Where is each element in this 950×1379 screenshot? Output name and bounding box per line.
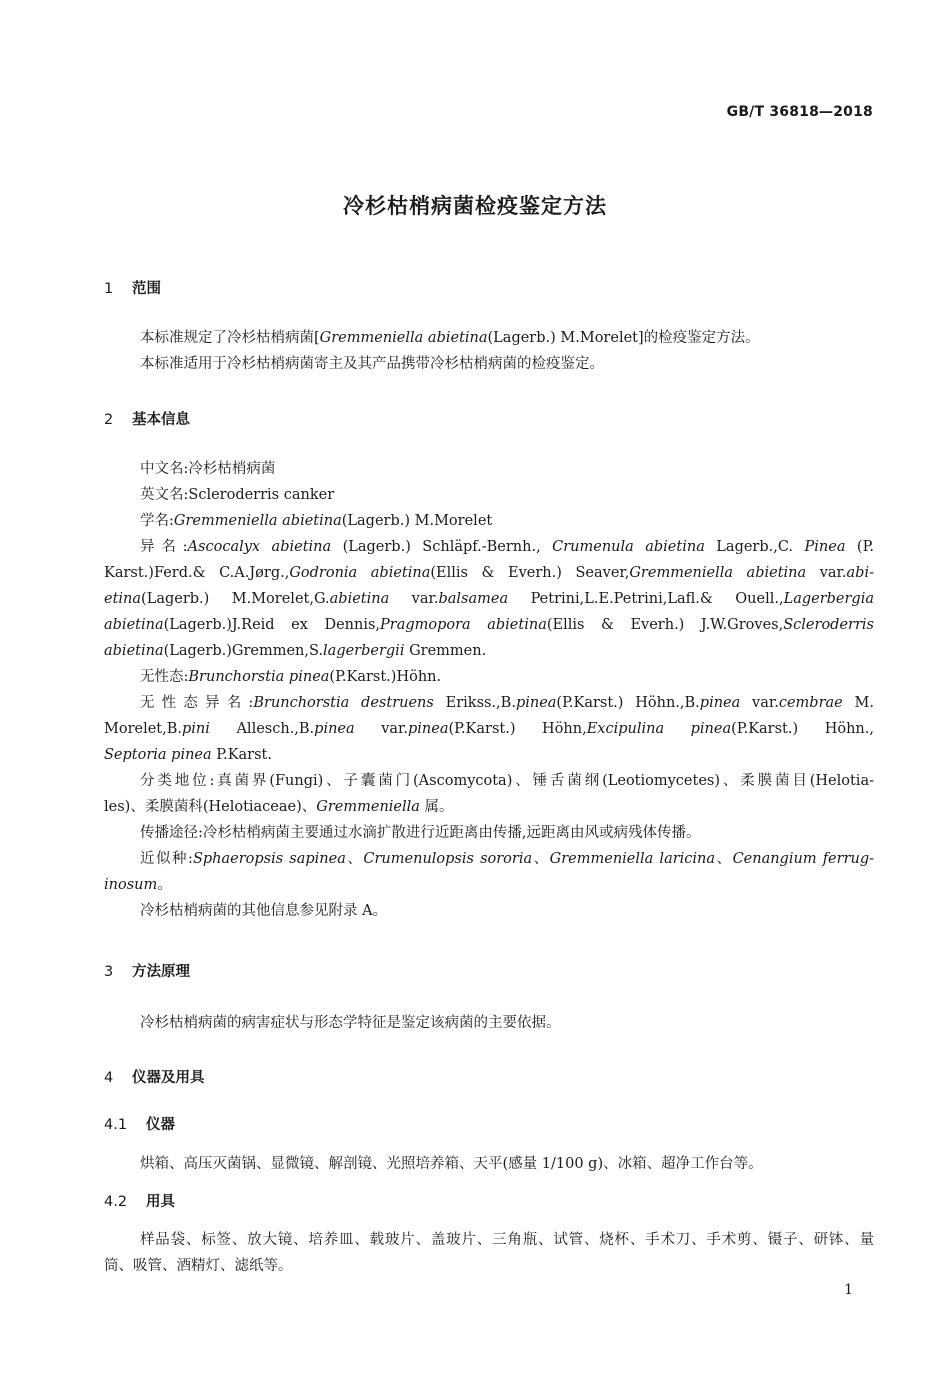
- section-4-2-title: 用具: [146, 1194, 175, 1210]
- synonyms-line-3: etina(Lagerb.) M.Morelet,G.abietina var.balsamea Petrini,L.E.Petrini,Lafl.& Ouell.,Lagerbergia: [104, 591, 874, 607]
- section-2-heading: [104, 408, 190, 429]
- section-3-number: 3: [104, 964, 114, 980]
- taxonomy-line-2: les)、柔膜菌科(Helotiaceae)、Gremmeniella 属。: [104, 799, 454, 815]
- document-title: 冷杉枯梢病菌检疫鉴定方法: [343, 194, 607, 218]
- taxonomy-line-1: 分类地位:真菌界(Fungi)、子囊菌门(Ascomycota)、锤舌菌纲(Leotiomycetes)、柔膜菌目(Helotia-: [140, 773, 874, 789]
- anamorph-synonyms-line-3: Septoria pinea P.Karst.: [104, 747, 272, 763]
- anamorph: 无性态:Brunchorstia pinea(P.Karst.)Höhn.: [140, 669, 442, 685]
- section-4-title: 仪器及用具: [132, 1070, 205, 1086]
- section-3-body: [104, 1010, 874, 1036]
- section-3-heading: [104, 960, 190, 981]
- english-name: 英文名:Scleroderris canker: [140, 487, 335, 503]
- section-1-title: 范围: [132, 281, 161, 297]
- section-1-body: [104, 325, 874, 377]
- similar-species-line-1: 近似种:Sphaeropsis sapinea、Crumenulopsis sororia、Gremmeniella laricina、Cenangium ferrug-: [140, 851, 875, 867]
- section-4-1-title: 仪器: [146, 1117, 175, 1133]
- scope-paragraph-1: 本标准规定了冷杉枯梢病菌[Gremmeniella abietina(Lagerb.) M.Morelet]的检疫鉴定方法。: [140, 330, 760, 346]
- method-principle-text: 冷杉枯梢病菌的病害症状与形态学特征是鉴定该病菌的主要依据。: [140, 1015, 561, 1031]
- section-4-2-heading: [104, 1190, 175, 1211]
- section-2-title: 基本信息: [132, 412, 190, 428]
- anamorph-synonyms-line-1: 无性态异名:Brunchorstia destruens Erikss.,B.pinea(P.Karst.) Höhn.,B.pinea var.cembrae M.: [140, 695, 875, 711]
- section-3-title: 方法原理: [132, 964, 190, 980]
- tools-list-line-2: 筒、吸管、酒精灯、滤纸等。: [104, 1258, 293, 1274]
- standard-code: GB/T 36818—2018: [726, 104, 873, 120]
- anamorph-synonyms-line-2: Morelet,B.pini Allesch.,B.pinea var.pinea(P.Karst.) Höhn,Excipulina pinea(P.Karst.) Höhn.,: [104, 721, 874, 737]
- section-4-2-body: [104, 1227, 874, 1279]
- section-2-number: 2: [104, 412, 114, 428]
- section-2-body: [104, 456, 874, 924]
- chinese-name: 中文名:冷杉枯梢病菌: [140, 461, 276, 477]
- other-info: 冷杉枯梢病菌的其他信息参见附录 A。: [140, 903, 388, 919]
- instruments-list: 烘箱、高压灭菌锅、显微镜、解剖镜、光照培养箱、天平(感量 1/100 g)、冰箱、超净工作台等。: [140, 1156, 763, 1172]
- section-1-number: 1: [104, 281, 114, 297]
- synonyms-line-1: 异名:Ascocalyx abietina (Lagerb.) Schläpf.-Bernh., Crumenula abietina Lagerb.,C. Pinea (P.: [140, 539, 874, 555]
- similar-species-line-2: inosum。: [104, 877, 172, 893]
- tools-list-line-1: 样品袋、标签、放大镜、培养皿、载玻片、盖玻片、三角瓶、试管、烧杯、手术刀、手术剪、镊子、研钵、量: [140, 1232, 874, 1248]
- section-4-1-heading: [104, 1113, 175, 1134]
- section-4-1-number: 4.1: [104, 1117, 128, 1133]
- section-4-2-number: 4.2: [104, 1194, 128, 1210]
- synonyms-line-5: abietina(Lagerb.)Gremmen,S.lagerbergii Gremmen.: [104, 643, 487, 659]
- scientific-name: 学名:Gremmeniella abietina(Lagerb.) M.Morelet: [140, 513, 493, 529]
- page-number: 1: [844, 1282, 853, 1298]
- synonyms-line-2: Karst.)Ferd.& C.A.Jørg.,Godronia abietina(Ellis & Everh.) Seaver,Gremmeniella abietina var.abi-: [104, 565, 874, 581]
- section-4-1-body: [104, 1151, 874, 1177]
- section-4-number: 4: [104, 1070, 114, 1086]
- transmission-route: 传播途径:冷杉枯梢病菌主要通过水滴扩散进行近距离由传播,远距离由风或病残体传播。: [140, 825, 701, 841]
- scope-paragraph-2: 本标准适用于冷杉枯梢病菌寄主及其产品携带冷杉枯梢病菌的检疫鉴定。: [140, 356, 604, 372]
- section-4-heading: [104, 1066, 205, 1087]
- synonyms-line-4: abietina(Lagerb.)J.Reid ex Dennis,Pragmopora abietina(Ellis & Everh.) J.W.Groves,Scleroderris: [104, 617, 874, 633]
- section-1-heading: [104, 277, 161, 298]
